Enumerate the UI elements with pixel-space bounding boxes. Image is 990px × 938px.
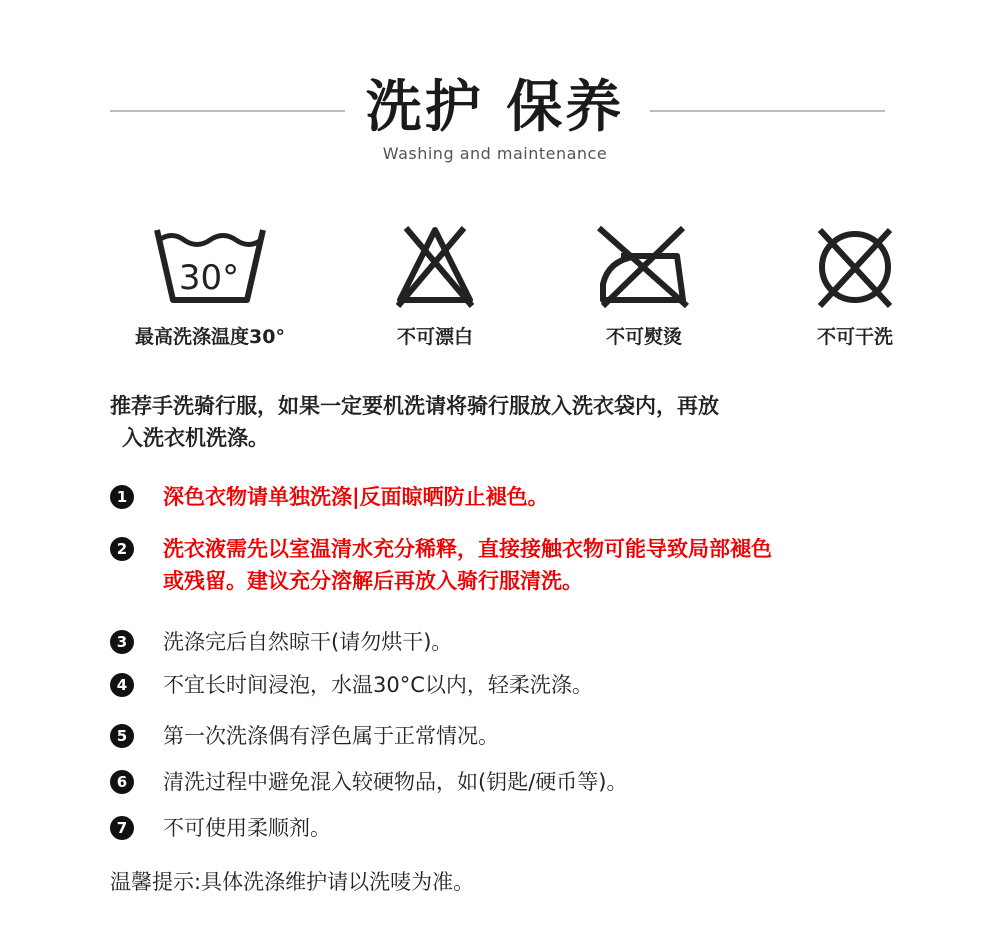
tip-item-5 bbox=[110, 720, 970, 752]
tip-text: 不可使用柔顺剂。 bbox=[163, 816, 331, 840]
tip-number-badge: 4 bbox=[110, 673, 134, 697]
care-symbols-row bbox=[0, 222, 990, 352]
wash-30-icon bbox=[145, 222, 275, 312]
tip-text-line-1: 洗衣液需先以室温清水充分稀释，直接接触衣物可能导致局部褪色 bbox=[163, 537, 772, 561]
tip-number-badge: 2 bbox=[110, 537, 134, 561]
tip-number-badge: 5 bbox=[110, 724, 134, 748]
tip-item-7 bbox=[110, 812, 970, 844]
tip-text: 清洗过程中避免混入较硬物品，如(钥匙/硬币等)。 bbox=[163, 770, 628, 794]
warm-reminder-note: 温馨提示:具体洗涤维护请以洗唛为准。 bbox=[110, 870, 475, 894]
wash-temperature-text: 30° bbox=[178, 258, 240, 298]
tip-number-badge: 7 bbox=[110, 816, 134, 840]
tip-text: 洗涤完后自然晾干(请勿烘干)。 bbox=[163, 630, 453, 654]
tip-number-badge: 1 bbox=[110, 485, 134, 509]
tip-text: 第一次洗涤偶有浮色属于正常情况。 bbox=[163, 724, 499, 748]
page-title: 洗护 保养 bbox=[365, 75, 625, 140]
section-header bbox=[0, 70, 990, 170]
care-item-no-bleach bbox=[315, 222, 555, 349]
tip-item-2 bbox=[110, 533, 970, 597]
tip-item-1 bbox=[110, 481, 970, 513]
no-bleach-icon bbox=[370, 222, 500, 312]
no-iron-icon bbox=[579, 222, 709, 312]
intro-line-2: 入洗衣机洗涤。 bbox=[122, 426, 269, 450]
tip-text: 深色衣物请单独洗涤|反面晾晒防止褪色。 bbox=[163, 485, 549, 509]
page-subtitle: Washing and maintenance bbox=[382, 144, 608, 163]
intro-line-1: 推荐手洗骑行服，如果一定要机洗请将骑行服放入洗衣袋内，再放 bbox=[110, 394, 719, 418]
tip-item-4 bbox=[110, 669, 970, 701]
header-divider-right bbox=[650, 110, 885, 112]
no-dry-clean-icon bbox=[790, 222, 920, 312]
tip-text-line-2: 或残留。建议充分溶解后再放入骑行服清洗。 bbox=[163, 569, 583, 593]
tip-item-6 bbox=[110, 766, 970, 798]
tip-number-badge: 3 bbox=[110, 630, 134, 654]
care-label-wash: 最高洗涤温度30° bbox=[135, 326, 285, 348]
care-item-no-iron bbox=[524, 222, 764, 349]
care-item-no-dry-clean bbox=[735, 222, 975, 349]
tip-item-3 bbox=[110, 626, 970, 658]
care-item-wash-30 bbox=[90, 222, 330, 349]
care-label-no-bleach: 不可漂白 bbox=[396, 326, 473, 348]
tip-text: 不宜长时间浸泡，水温30°C以内，轻柔洗涤。 bbox=[163, 673, 593, 697]
care-label-no-iron: 不可熨烫 bbox=[605, 326, 682, 348]
intro-paragraph bbox=[110, 390, 930, 454]
care-label-no-dry-clean: 不可干洗 bbox=[816, 326, 893, 348]
tip-number-badge: 6 bbox=[110, 770, 134, 794]
